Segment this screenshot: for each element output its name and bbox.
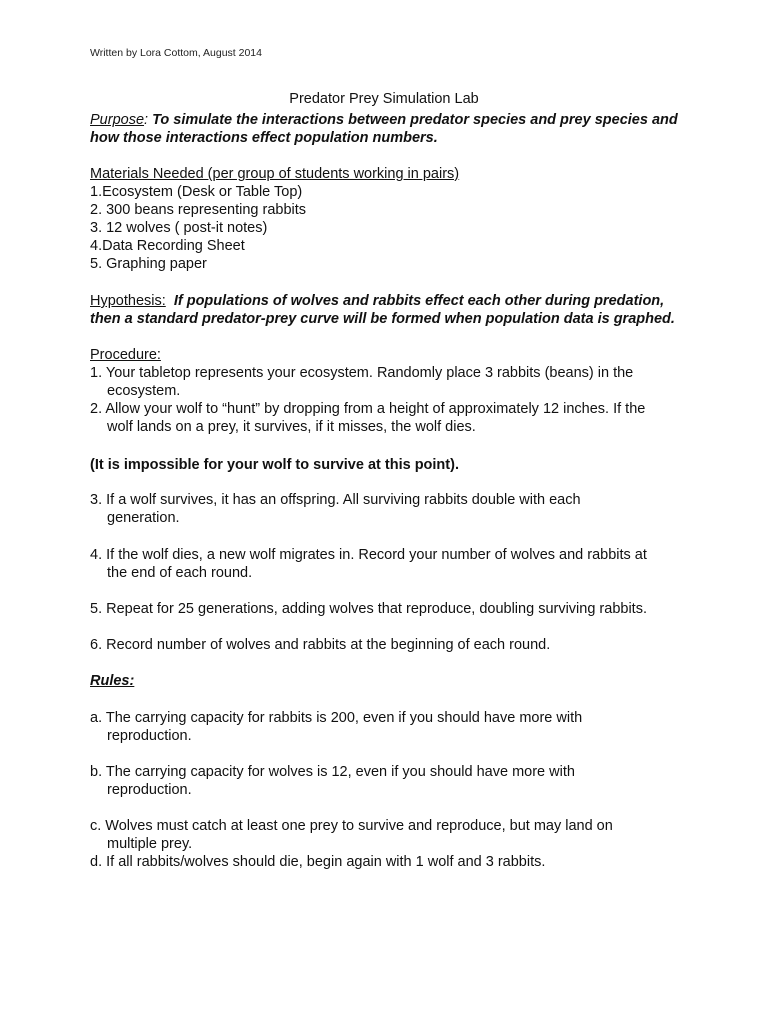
purpose-colon: : [144, 112, 149, 128]
rule-a: a. The carrying capacity for rabbits is 200, even if you should have more with [90, 710, 583, 726]
procedure-step-3-cont: generation. [107, 510, 180, 526]
hypothesis-text-line1: If populations of wolves and rabbits effect each other during predation, [173, 293, 665, 309]
materials-item: 5. Graphing paper [90, 256, 207, 272]
hypothesis-section [90, 292, 690, 328]
procedure-step-1: 1. Your tabletop represents your ecosystem. Randomly place 3 rabbits (beans) in the [90, 365, 634, 381]
procedure-step-2-cont: wolf lands on a prey, it survives, if it misses, the wolf dies. [107, 419, 476, 435]
rule-a-block [90, 709, 690, 745]
procedure-step-1-cont: ecosystem. [107, 383, 181, 399]
procedure-step-3: 3. If a wolf survives, it has an offspring. All surviving rabbits double with each [90, 492, 581, 508]
procedure-step-3-block [90, 491, 690, 527]
rule-c-block [90, 817, 690, 871]
hypothesis-label: Hypothesis: [90, 293, 166, 309]
purpose-text-line2: how those interactions effect population numbers. [90, 130, 438, 146]
materials-item: 3. 12 wolves ( post-it notes) [90, 220, 268, 236]
rule-b-block [90, 763, 690, 799]
rules-heading: Rules: [90, 673, 135, 689]
materials-item: 4.Data Recording Sheet [90, 238, 245, 254]
materials-section [90, 165, 690, 273]
procedure-section [90, 346, 690, 436]
procedure-step-4-block [90, 546, 690, 582]
rule-d: d. If all rabbits/wolves should die, begin again with 1 wolf and 3 rabbits. [90, 854, 546, 870]
procedure-step-4: 4. If the wolf dies, a new wolf migrates in. Record your number of wolves and rabbits at [90, 547, 647, 563]
rule-c: c. Wolves must catch at least one prey to survive and reproduce, but may land on [90, 818, 613, 834]
procedure-step-4-cont: the end of each round. [107, 565, 253, 581]
purpose-label: Purpose [90, 112, 145, 128]
procedure-step-5: 5. Repeat for 25 generations, adding wolves that reproduce, doubling surviving rabbits. [90, 601, 647, 617]
purpose-text-line1: To simulate the interactions between predator species and prey species and [152, 112, 678, 128]
procedure-heading: Procedure: [90, 347, 161, 363]
rule-a-cont: reproduction. [107, 728, 192, 744]
materials-item: 2. 300 beans representing rabbits [90, 202, 307, 218]
purpose-section [90, 111, 690, 147]
procedure-step-2: 2. Allow your wolf to “hunt” by dropping from a height of approximately 12 inches. If the [90, 401, 646, 417]
byline: Written by Lora Cottom, August 2014 [90, 47, 262, 59]
document-title: Predator Prey Simulation Lab [289, 91, 479, 107]
procedure-note: (It is impossible for your wolf to survive at this point). [90, 457, 459, 473]
rule-c-cont: multiple prey. [107, 836, 193, 852]
procedure-step-6: 6. Record number of wolves and rabbits at the beginning of each round. [90, 637, 551, 653]
materials-heading: Materials Needed (per group of students working in pairs) [90, 166, 460, 182]
hypothesis-text-line2: then a standard predator-prey curve will be formed when population data is graphed. [90, 311, 675, 327]
materials-item: 1.Ecosystem (Desk or Table Top) [90, 184, 303, 200]
rule-b-cont: reproduction. [107, 782, 192, 798]
rule-b: b. The carrying capacity for wolves is 12, even if you should have more with [90, 764, 575, 780]
